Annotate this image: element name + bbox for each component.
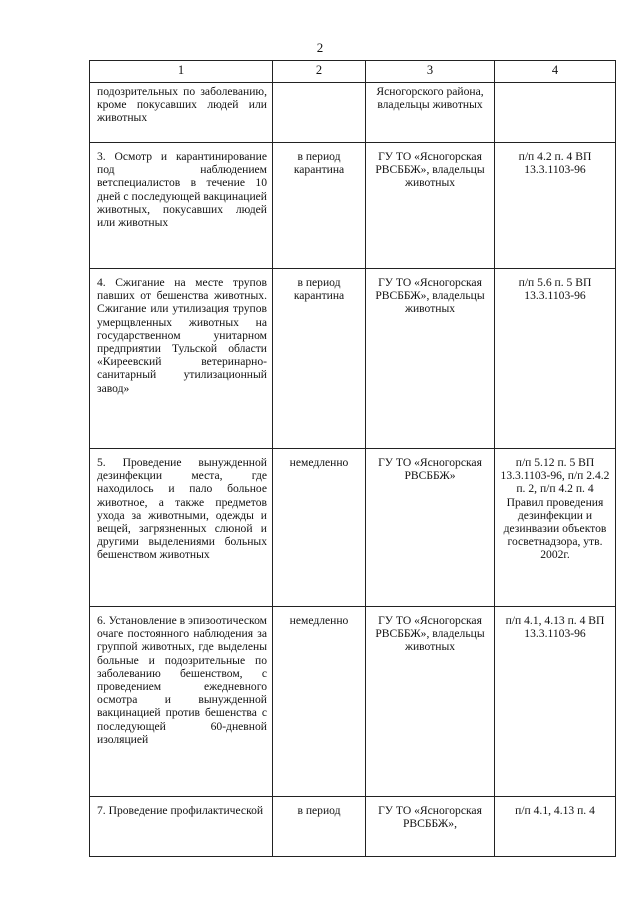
responsible-cell: Ясногорского района, владельцы животных [366, 83, 495, 143]
measure-cell: 6. Установление в эпизоотическом очаге постоянного наблюдения за группой животных, где выделены больные и подозрительные по заболеванию бешенством, с проведением ежедневного осмотра и вынужденной вакцинацией против бешенства с последующей 60-дневной изоляцией [90, 607, 273, 797]
term-cell [273, 83, 366, 143]
table-row [90, 797, 616, 857]
table-row [90, 449, 616, 607]
table-header-row [90, 61, 616, 83]
column-number-1: 1 [90, 61, 273, 83]
responsible-cell: ГУ ТО «Ясногорская РВСББЖ», владельцы животных [366, 607, 495, 797]
column-number-4: 4 [495, 61, 616, 83]
basis-cell: п/п 4.2 п. 4 ВП 13.3.1103-96 [495, 143, 616, 269]
measure-cell: 7. Проведение профилактической [90, 797, 273, 857]
basis-cell [495, 83, 616, 143]
table-row [90, 143, 616, 269]
basis-cell: п/п 4.1, 4.13 п. 4 ВП 13.3.1103-96 [495, 607, 616, 797]
column-number-2: 2 [273, 61, 366, 83]
measure-cell: 3. Осмотр и карантинирование под наблюдением ветспециалистов в течение 10 дней с последующей вакцинацией животных, покусавших людей или животных [90, 143, 273, 269]
table-row [90, 83, 616, 143]
table-row [90, 607, 616, 797]
basis-cell: п/п 5.6 п. 5 ВП 13.3.1103-96 [495, 269, 616, 449]
term-cell: немедленно [273, 449, 366, 607]
measure-cell: 4. Сжигание на месте трупов павших от бешенства животных. Сжигание или утилизация трупов умерщвленных животных на государственном унитарном предприятии Тульской области «Киреевский ветеринарно-санитарный утилизационный завод» [90, 269, 273, 449]
term-cell: в период карантина [273, 143, 366, 269]
responsible-cell: ГУ ТО «Ясногорская РВСББЖ», владельцы животных [366, 143, 495, 269]
responsible-cell: ГУ ТО «Ясногорская РВСББЖ» [366, 449, 495, 607]
measure-cell: подозрительных по заболеванию, кроме покусавших людей или животных [90, 83, 273, 143]
responsible-cell: ГУ ТО «Ясногорская РВСББЖ», [366, 797, 495, 857]
page-number: 2 [316, 40, 324, 55]
measures-table [89, 60, 616, 857]
responsible-cell: ГУ ТО «Ясногорская РВСББЖ», владельцы животных [366, 269, 495, 449]
term-cell: в период [273, 797, 366, 857]
term-cell: в период карантина [273, 269, 366, 449]
table-row [90, 269, 616, 449]
measure-cell: 5. Проведение вынужденной дезинфекции места, где находилось и пало больное животное, а также предметов ухода за животными, одежды и вещей, загрязненных слюной и другими выделениями больных бешенством животных [90, 449, 273, 607]
term-cell: немедленно [273, 607, 366, 797]
column-number-3: 3 [366, 61, 495, 83]
basis-cell: п/п 4.1, 4.13 п. 4 [495, 797, 616, 857]
basis-cell: п/п 5.12 п. 5 ВП 13.3.1103-96, п/п 2.4.2 п. 2, п/п 4.2 п. 4 Правил проведения дезинфекции и дезинвазии объектов госветнадзора, утв. 2002г. [495, 449, 616, 607]
